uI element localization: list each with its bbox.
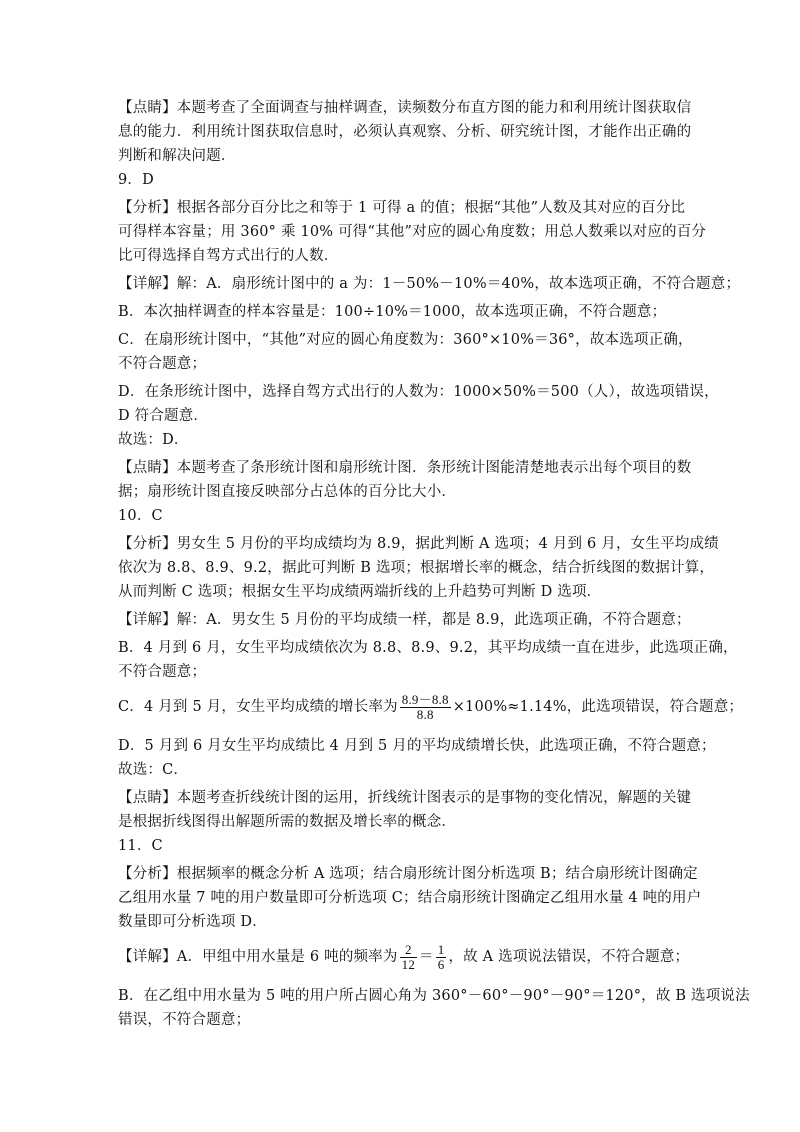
document-page	[118, 92, 750, 1032]
text-line: 故选：C．	[118, 762, 189, 778]
text-line: 11．C	[118, 838, 163, 854]
text-line-fraction: 【详解】A．甲组中用水量是 6 吨的频率为 $\frac{2}{12}$ ＝ $\frac{1}{6}$ ，故 A 选项说法错误，不符合题意；	[118, 941, 690, 972]
fraction: $\frac{1}{6}$	[437, 941, 445, 972]
text-line: D．5 月到 6 月女生平均成绩比 4 月到 5 月的平均成绩增长快，此选项正确，不符合题意；	[118, 738, 716, 754]
text-line: 【点睛】本题考查折线统计图的运用，折线统计图表示的是事物的变化情况，解题的关键	[118, 790, 692, 806]
text-line: 【详解】解：A．男女生 5 月份的平均成绩一样，都是 8.9，此选项正确，不符合题意；	[118, 612, 691, 628]
text-line: D．在条形统计图中，选择自驾方式出行的人数为：1000×50%＝500（人），故选项错误，	[118, 384, 719, 400]
text-line: 是根据折线图得出解题所需的数据及增长率的概念．	[118, 814, 457, 830]
text-line: D 符合题意．	[118, 408, 209, 424]
fraction: $\frac{2}{12}$	[401, 941, 416, 972]
text-line: 错误，不符合题意；	[118, 1012, 251, 1028]
text-line: 依次为 8.8、8.9、9.2，据此可判断 B 选项；根据增长率的概念，结合折线图的数据计算，	[118, 560, 715, 576]
text-line: B．在乙组中用水量为 5 吨的用户所占圆心角为 360°－60°－90°－90°＝120°，故 B 选项说法	[118, 988, 750, 1004]
text-line: 故选：D．	[118, 432, 189, 448]
text-block	[118, 984, 750, 1032]
text-line: 不符合题意；	[118, 356, 207, 372]
text-line: B．本次抽样调查的样本容量是：100÷10%＝1000，故本选项正确，不符合题意；	[118, 304, 667, 320]
text-line: 【点睛】本题考查了条形统计图和扇形统计图．条形统计图能清楚地表示出每个项目的数	[118, 460, 692, 476]
text-line: 【分析】男女生 5 月份的平均成绩均为 8.9，据此判断 A 选项；4 月到 6 月，女生平均成绩	[118, 536, 719, 552]
text-line: B．4 月到 6 月，女生平均成绩依次为 8.8、8.9、9.2，其平均成绩一直在进步，此选项正确，	[118, 640, 738, 656]
text-line: 从而判断 C 选项；根据女生平均成绩两端折线的上升趋势可判断 D 选项．	[118, 584, 602, 600]
fraction: $\frac{8.9-8.8}{8.8}$	[401, 691, 449, 722]
text-line: 不符合题意；	[118, 664, 207, 680]
text-line: 判断和解决问题．	[118, 148, 236, 164]
text-line: 【详解】解：A．扇形统计图中的 a 为：1－50%－10%＝40%，故本选项正确，不符合题意；	[118, 276, 741, 292]
text-line: 10．C	[118, 508, 163, 524]
text-line: 9．D	[118, 172, 154, 188]
text-line: C．在扇形统计图中，“其他”对应的圆心角度数为：360°×10%＝36°，故本选项正确，	[118, 332, 693, 348]
text-line-fraction: C．4 月到 5 月，女生平均成绩的增长率为 $\frac{8.9-8.8}{8.8}$ ×100%≈1.14%，此选项错误，符合题意；	[118, 691, 744, 722]
text-line: 比可得选择自驾方式出行的人数．	[118, 248, 339, 264]
text-line: 【分析】根据各部分百分比之和等于 1 可得 a 的值；根据“其他”人数及其对应的百分比	[118, 200, 686, 216]
text-block	[118, 734, 716, 934]
text-line: 数量即可分析选项 D．	[118, 914, 267, 930]
text-line: 息的能力．利用统计图获取信息时，必须认真观察、分析、研究统计图，才能作出正确的	[118, 124, 692, 140]
text-line: 【分析】根据频率的概念分析 A 选项；结合扇形统计图分析选项 B；结合扇形统计图确定	[118, 866, 698, 882]
text-line: 乙组用水量 7 吨的用户数量即可分析选项 C；结合扇形统计图确定乙组用水量 4 吨的用户	[118, 890, 702, 906]
text-line: 可得样本容量；用 360° 乘 10% 可得“其他”对应的圆心角度数；用总人数乘以对应的百分	[118, 224, 707, 240]
text-block	[118, 96, 741, 684]
text-line: 【点睛】本题考查了全面调查与抽样调查，读频数分布直方图的能力和利用统计图获取信	[118, 100, 692, 116]
text-line: 据；扇形统计图直接反映部分占总体的百分比大小．	[118, 484, 457, 500]
